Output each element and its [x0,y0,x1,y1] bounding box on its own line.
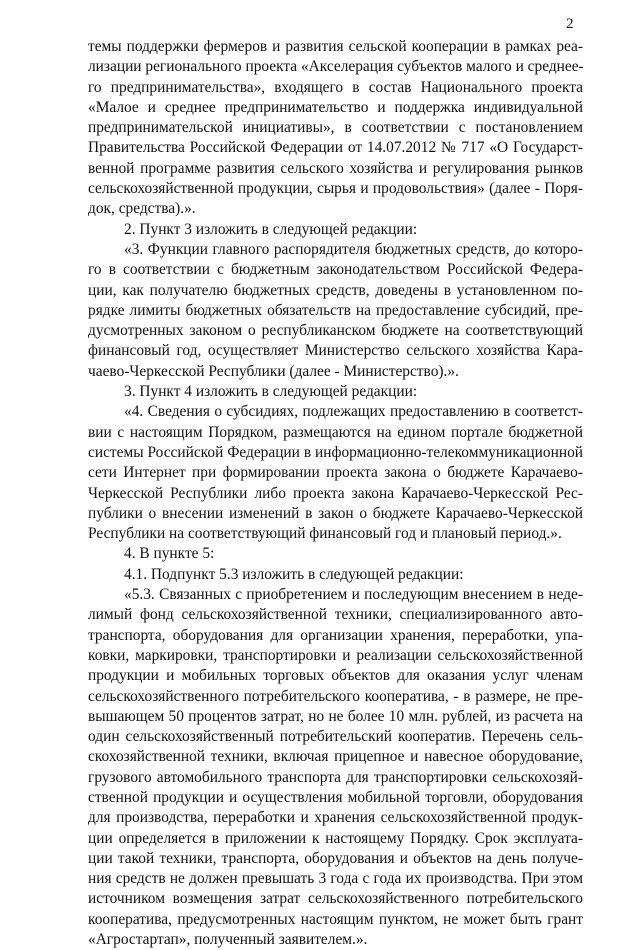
text-line: «Агростартап», полученный заявителем.». [88,931,368,949]
text-line: го предпринимательства», входящего в состав Национального проекта [88,78,583,96]
text-line: транспорта, оборудования для организации хранения, переработки, упа- [88,626,583,644]
text-line: скохозяйственной техники, включая прицепное и навесное оборудование, [88,748,583,766]
text-line: лизации регионального проекта «Акселерация субъектов малого и среднее- [88,58,584,76]
paragraph [88,585,583,950]
paragraph [88,565,583,585]
text-line: рядке лимиты бюджетных обязательств на предоставление субсидий, пре- [88,301,583,319]
text-line: ции такой техники, транспорта, оборудования и объектов на день получе- [88,849,583,867]
paragraph [88,544,583,564]
paragraph [88,382,583,402]
text-line: Правительства Российской Федерации от 14.07.2012 № 717 «О Государст- [88,139,583,157]
text-line: док, средства).». [88,200,196,218]
text-line: финансовый год, осуществляет Министерство сельского хозяйства Кара- [88,342,583,360]
text-line: ции, как получателю бюджетных средств, доведены в установленном по- [88,281,583,299]
document-body [88,37,583,950]
text-line: «3. Функции главного распорядителя бюджетных средств, до которо- [124,240,583,258]
text-line: Черкесской Республики либо проекта закона Карачаево-Черкесской Рес- [88,484,583,502]
text-line: вышающем 50 процентов затрат, но не более 10 млн. рублей, из расчета на [88,707,583,725]
paragraph [88,37,583,220]
text-line: чаево-Черкесской Республики (далее - Министерство).». [88,362,459,380]
text-line: 4. В пункте 5: [124,545,215,563]
text-line: Республики на соответствующий финансовый год и плановый период.». [88,525,562,543]
text-line: ковки, маркировки, транспортировки и реализации сельскохозяйственной [88,646,583,664]
text-line: ции определяется в приложении к настоящему Порядку. Срок эксплуата- [88,829,583,847]
page-number: 2 [566,16,574,32]
text-line: кооператива, предусмотренных настоящим пунктом, не может быть грант [88,910,583,928]
text-line: источником возмещения затрат сельскохозяйственного потребительского [88,890,583,908]
text-line: сельскохозяйственной продукции, сырья и продовольствия» (далее - Поря- [88,180,583,198]
text-line: 2. Пункт 3 изложить в следующей редакции: [124,220,418,238]
text-line: вии с настоящим Порядком, размещаются на едином портале бюджетной [88,423,583,441]
text-line: системы Российской Федерации в информационно-телекоммуникационной [88,443,583,461]
text-line: сельскохозяйственного потребительского кооператива, - в размере, не пре- [88,687,583,705]
text-line: публики о внесении изменений в закон о бюджете Карачаево-Черкесской [88,504,583,522]
text-line: предпринимательской инициативы», в соответствии с постановлением [88,119,583,137]
text-line: темы поддержки фермеров и развития сельской кооперации в рамках реа- [88,38,583,55]
text-line: ния средств не должен превышать 3 года с года их производства. При этом [88,870,583,888]
paragraph [88,402,583,544]
paragraph [88,240,583,382]
text-line: один сельскохозяйственный потребительский кооператив. Перечень сель- [88,728,583,746]
paragraph [88,220,583,240]
text-line: сети Интернет при формировании проекта закона о бюджете Карачаево- [88,464,583,482]
text-line: 4.1. Подпункт 5.3 изложить в следующей редакции: [124,565,464,583]
text-line: ственной продукции и осуществления мобильной торговли, оборудования [88,788,583,806]
text-line: го в соответствии с бюджетным законодательством Российской Федера- [88,261,583,279]
text-line: дусмотренных законом о республиканском бюджете на соответствующий [88,322,583,340]
text-line: для производства, переработки и хранения сельскохозяйственной продук- [88,809,583,827]
text-line: лимый фонд сельскохозяйственной техники, специализированного авто- [88,606,583,624]
text-line: «5.3. Связанных с приобретением и последующим внесением в неде- [124,586,583,604]
text-line: продукции и мобильных торговых объектов для оказания услуг членам [88,667,583,685]
text-line: венной программе развития сельского хозяйства и регулирования рынков [88,159,583,177]
text-line: 3. Пункт 4 изложить в следующей редакции: [124,383,418,401]
text-line: грузового автомобильного транспорта для транспортировки сельскохозяй- [88,768,583,786]
text-line: «Малое и среднее предпринимательство и поддержка индивидуальной [88,98,583,116]
text-line: «4. Сведения о субсидиях, подлежащих предоставлению в соответст- [124,403,583,421]
